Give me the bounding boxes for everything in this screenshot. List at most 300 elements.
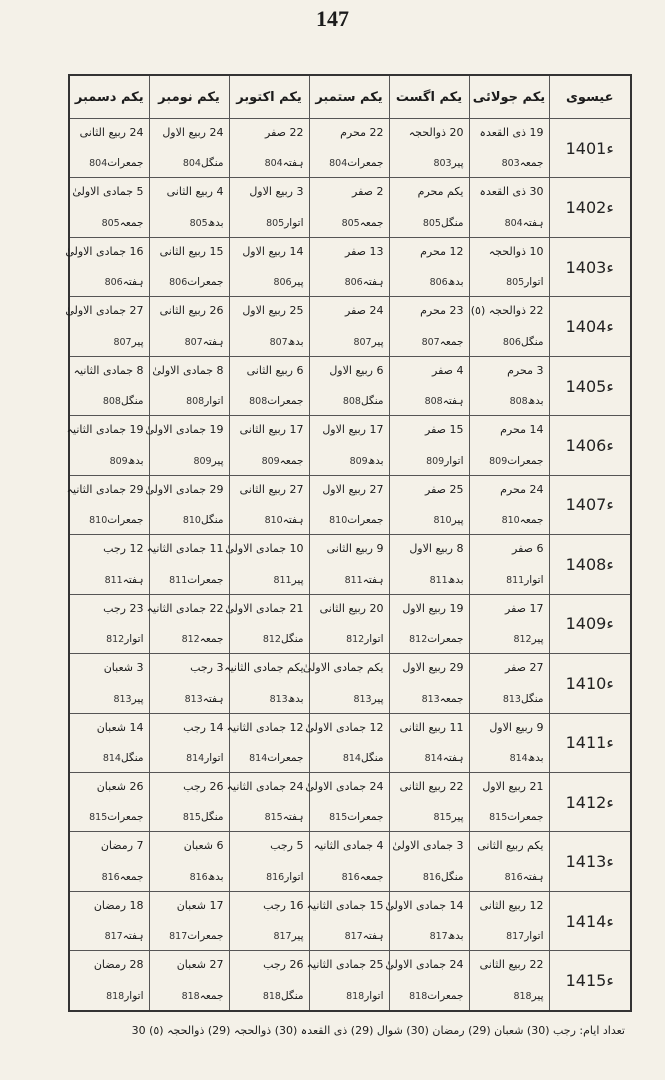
date-cell [389,535,469,594]
hijri-date: یکم جمادی الثانیہ [224,661,304,675]
hijri-date: 24 ربیع الاول [162,126,224,139]
weekday-line [474,574,544,586]
weekday: پیر [291,930,304,943]
date-cell [309,297,389,356]
date-cell [309,832,389,891]
hijri-date: 26 رجب [263,958,304,972]
weekday-line [474,455,544,467]
weekday-line [474,336,544,348]
date-cell [69,713,149,772]
hijri-date: 24 ربیع الثانی [79,126,144,139]
weekday-line [74,871,144,883]
date-cell [149,772,229,831]
weekday: جمعرات [347,514,384,527]
date-cell [149,119,229,178]
date-cell [469,891,549,950]
weekday-line [314,930,384,942]
weekday: جمعہ [359,216,384,229]
date-cell [305,713,389,772]
weekday-line [314,811,384,823]
hijri-year: 807 [421,336,440,348]
weekday-line [74,217,144,229]
hijri-date: 25 ربیع الاول [242,304,304,318]
date-cell [469,416,549,475]
date-cell [469,594,549,653]
gregorian-year: 1410ء [549,654,631,713]
hijri-date: 17 صفر [505,601,544,615]
hijri-date: 22 ربیع الثانی [399,779,464,793]
hijri-year: 818 [106,991,125,1002]
weekday-line [154,455,224,467]
calendar-row [69,475,631,534]
date-cell [469,713,549,772]
hijri-date: 6 شعبان [183,839,224,853]
hijri-date: 14 ربیع الاول [242,244,304,258]
weekday: بدھ [127,454,144,467]
weekday-line [394,990,464,1002]
header-month: یکم ستمبر [309,75,389,119]
hijri-date: 30 ذی القعدہ [479,185,544,199]
hijri-year: 812 [409,634,428,646]
weekday: جمعرات [187,276,224,289]
weekday-line [394,455,464,467]
hijri-year: 813 [502,693,521,705]
weekday: ہفتہ [362,573,384,586]
date-cell [469,654,549,713]
hijri-date: 19 جمادی الثانیہ [66,423,144,437]
hijri-year: 808 [249,396,268,408]
hijri-date: 14 شعبان [96,720,144,734]
hijri-date: 29 جمادی الاولیٰ [145,482,224,496]
weekday: پیر [371,692,384,705]
weekday: پیر [531,990,544,1002]
weekday-line [314,157,384,169]
hijri-year: 809 [109,455,128,467]
hijri-date: 20 ذوالحجہ [408,126,464,139]
weekday-line [314,574,384,586]
weekday: جمعرات [107,514,144,527]
hijri-date: 21 جمادی الاولیٰ [225,601,304,615]
weekday: بدھ [447,276,464,289]
calendar-row [69,891,631,950]
date-cell [469,119,549,178]
weekday: منگل [280,990,304,1002]
weekday-line [154,693,224,705]
date-cell [309,119,389,178]
date-cell [229,416,309,475]
date-cell [65,297,149,356]
hijri-year: 817 [104,931,123,943]
weekday: منگل [120,751,144,764]
hijri-date: 11 جمادی الثانیہ [146,542,224,556]
hijri-year: 811 [429,574,448,586]
hijri-year: 818 [262,991,281,1002]
hijri-date: 23 رجب [103,601,144,615]
date-cell [145,475,229,534]
date-cell [69,356,149,415]
date-cell [389,119,469,178]
hijri-year: 807 [184,336,203,348]
weekday-line [314,633,384,645]
weekday: پیر [451,157,464,170]
weekday-line [154,395,224,407]
weekday-line [474,811,544,823]
hijri-date: 21 ربیع الاول [482,779,544,793]
hijri-year: 817 [506,931,525,943]
gregorian-year: 1408ء [549,535,631,594]
hijri-date: 27 جمادی الاولیٰ [65,304,144,318]
hijri-date: 12 رجب [103,542,144,556]
weekday-line [314,336,384,348]
weekday: منگل [200,514,224,527]
calendar-row [69,832,631,891]
hijri-date: 12 محرم [420,244,464,258]
hijri-date: 6 صفر [512,542,544,556]
weekday: ہفتہ [122,276,144,289]
date-cell [149,297,229,356]
weekday: جمعرات [107,811,144,824]
hijri-date: 6 ربیع الاول [329,363,384,377]
hijri-date: 19 جمادی الاولیٰ [145,423,224,437]
date-cell [66,475,149,534]
weekday: ہفتہ [202,692,224,705]
hijri-date: 12 ربیع الثانی [479,898,544,912]
hijri-date: 25 جمادی الثانیہ [306,958,384,972]
hijri-year: 809 [426,455,445,467]
weekday: پیر [211,454,224,467]
weekday-line [234,633,304,645]
date-cell [229,178,309,237]
weekday-line [394,276,464,288]
gregorian-year: 1411ء [549,713,631,772]
hijri-year: 812 [106,634,125,646]
date-cell [469,356,549,415]
weekday-line [394,157,464,169]
gregorian-year: 1413ء [549,832,631,891]
hijri-year: 804 [264,158,283,170]
weekday-line [234,871,304,883]
date-cell [65,237,149,296]
hijri-year: 804 [504,217,523,229]
hijri-year: 807 [113,336,132,348]
hijri-year: 816 [504,871,523,883]
hijri-date: 17 ربیع الثانی [239,423,304,437]
hijri-date: 17 شعبان [176,898,224,912]
hijri-date: 25 صفر [425,482,464,496]
hijri-date: 16 جمادی الاولیٰ [65,244,144,258]
calendar-row [69,594,631,653]
weekday-line [314,276,384,288]
weekday: پیر [531,633,544,646]
gregorian-year: 1414ء [549,891,631,950]
hijri-year: 810 [433,515,452,527]
hijri-date: 10 ذوالحجہ [488,244,544,258]
date-cell [225,594,309,653]
hijri-date: 28 رمضان [93,958,144,972]
date-cell [149,237,229,296]
weekday: جمعہ [119,216,144,229]
hijri-date: 12 جمادی الثانیہ [226,720,304,734]
hijri-date: 27 ربیع الثانی [239,482,304,496]
weekday-line [394,752,464,764]
weekday: اتوار [204,751,224,764]
hijri-date: 10 جمادی الاولیٰ [225,542,304,556]
hijri-date: 15 ربیع الثانی [159,244,224,258]
weekday-line [474,276,544,288]
date-cell [149,832,229,891]
weekday: اتوار [364,990,384,1002]
hijri-date: 20 ربیع الثانی [319,601,384,615]
weekday-line [314,455,384,467]
hijri-date: 4 جمادی الثانیہ [313,839,384,853]
weekday: اتوار [524,930,544,943]
hijri-year: 812 [513,634,532,646]
weekday-line [394,871,464,883]
gregorian-year: 1407ء [549,475,631,534]
weekday-line [394,336,464,348]
date-cell [69,535,149,594]
hijri-date: 22 جمادی الثانیہ [146,601,224,615]
weekday: جمعرات [507,454,544,467]
weekday: جمعہ [439,335,464,348]
weekday: جمعرات [267,751,304,764]
date-cell [149,951,229,1011]
weekday: ہفتہ [522,216,544,229]
date-cell [66,416,149,475]
date-cell [469,237,549,296]
weekday: اتوار [524,276,544,289]
weekday-line [74,336,144,348]
gregorian-year: 1415ء [549,951,631,1011]
hijri-year: 813 [113,693,132,705]
date-cell [469,951,549,1011]
hijri-year: 816 [266,871,285,883]
hijri-year: 806 [169,277,188,289]
weekday-line [234,990,304,1002]
header-month: یکم جولائی [469,75,549,119]
hijri-year: 805 [341,217,360,229]
weekday: ہفتہ [202,335,224,348]
date-cell [226,772,309,831]
date-cell [229,475,309,534]
weekday-line [314,217,384,229]
date-cell [229,237,309,296]
hijri-year: 809 [489,455,508,467]
weekday: پیر [291,573,304,586]
hijri-year: 806 [104,277,123,289]
weekday-line [394,574,464,586]
header-month: یکم دسمبر [69,75,149,119]
hijri-year: 810 [264,515,283,527]
date-cell [309,475,389,534]
date-cell [145,416,229,475]
weekday: جمعہ [279,454,304,467]
hijri-date: 5 جمادی الاولیٰ [72,185,144,199]
hijri-year: 818 [513,991,532,1002]
weekday: جمعرات [267,395,304,408]
weekday-line [234,455,304,467]
date-cell [146,594,229,653]
weekday: جمعرات [427,990,464,1002]
hijri-date: 29 ربیع الاول [402,661,464,675]
footnote: تعداد ایام: رجب (30) شعبان (29) رمضان (30) شوال (29) ذی القعدہ (30) ذوالحجہ (29) ذوالحجہ (٥) 30 [131,1024,625,1037]
weekday: جمعہ [359,870,384,883]
weekday: پیر [451,811,464,824]
hijri-year: 815 [329,812,348,824]
header-month: یکم اگست [389,75,469,119]
hijri-year: 813 [421,693,440,705]
hijri-year: 808 [424,396,443,408]
weekday: جمعہ [199,990,224,1002]
calendar-row [69,356,631,415]
gregorian-year: 1401ء [549,119,631,178]
gregorian-year: 1409ء [549,594,631,653]
date-cell [225,535,309,594]
weekday: اتوار [284,216,304,229]
hijri-date: 3 جمادی الاولیٰ [392,839,464,853]
hijri-date: 14 محرم [500,423,544,437]
hijri-year: 817 [344,931,363,943]
weekday: بدھ [367,454,384,467]
date-cell [309,416,389,475]
weekday-line [314,990,384,1002]
weekday: جمعہ [519,514,544,527]
weekday-line [234,574,304,586]
weekday: ہفتہ [122,573,144,586]
hijri-year: 817 [429,931,448,943]
gregorian-year: 1404ء [549,297,631,356]
weekday: اتوار [124,633,144,646]
hijri-year: 808 [342,396,361,408]
weekday-line [234,276,304,288]
hijri-date: 29 جمادی الثانیہ [66,482,144,496]
date-cell [389,594,469,653]
weekday-line [74,693,144,705]
calendar-row [69,535,631,594]
date-cell [389,475,469,534]
gregorian-year: 1405ء [549,356,631,415]
hijri-year: 817 [273,931,292,943]
hijri-date: 18 رمضان [93,898,144,912]
weekday: ہفتہ [282,157,304,170]
header-month: یکم نومبر [149,75,229,119]
hijri-year: 805 [266,217,285,229]
hijri-year: 815 [182,812,201,824]
hijri-year: 810 [89,515,108,527]
gregorian-year: 1402ء [549,178,631,237]
weekday: منگل [200,157,224,170]
date-cell [305,772,389,831]
date-cell [146,535,229,594]
hijri-date: 3 ربیع الاول [249,185,304,199]
calendar-body [65,119,631,1012]
date-cell [224,654,309,713]
weekday-line [474,395,544,407]
weekday: ہفتہ [362,930,384,943]
hijri-date: 9 ربیع الاول [489,720,544,734]
hijri-date: 8 ربیع الاول [409,542,464,556]
weekday: ہفتہ [442,751,464,764]
weekday-line [154,157,224,169]
hijri-date: 3 رجب [190,661,224,675]
date-cell [229,891,309,950]
weekday-line [74,455,144,467]
weekday-line [74,157,144,169]
hijri-date: 22 محرم [340,126,384,139]
weekday-line [234,752,304,764]
weekday-line [314,514,384,526]
weekday-line [234,693,304,705]
weekday: جمعرات [107,157,144,170]
weekday-line [154,217,224,229]
date-cell [309,594,389,653]
date-cell [389,832,469,891]
weekday-line [74,990,144,1002]
weekday-line [474,693,544,705]
weekday-line [234,157,304,169]
weekday: منگل [360,751,384,764]
hijri-year: 807 [353,336,372,348]
weekday: اتوار [364,633,384,646]
hijri-year: 807 [269,336,288,348]
date-cell [469,772,549,831]
hijri-date: 23 محرم [420,304,464,318]
date-cell [306,951,389,1011]
hijri-year: 805 [101,217,120,229]
hijri-date: 8 جمادی الثانیہ [73,363,144,377]
weekday: منگل [280,633,304,646]
date-cell [69,891,149,950]
hijri-date: 24 محرم [500,482,544,496]
gregorian-year: 1403ء [549,237,631,296]
weekday: جمعرات [507,811,544,824]
date-cell [149,891,229,950]
gregorian-year: 1412ء [549,772,631,831]
hijri-year: 803 [501,158,520,170]
hijri-year: 805 [506,277,525,289]
date-cell [69,594,149,653]
weekday-line [314,395,384,407]
date-cell [69,178,149,237]
weekday: پیر [291,276,304,289]
weekday: منگل [200,811,224,824]
weekday: بدھ [287,692,304,705]
hijri-date: 22 ذوالحجہ (٥) [470,304,544,318]
calendar-row [69,654,631,713]
hijri-date: 13 صفر [345,244,384,258]
date-cell [389,297,469,356]
weekday-line [474,633,544,645]
weekday: بدھ [207,216,224,229]
date-cell [389,713,469,772]
hijri-year: 806 [344,277,363,289]
hijri-year: 804 [182,158,201,170]
hijri-year: 813 [269,693,288,705]
weekday-line [74,930,144,942]
weekday-line [154,811,224,823]
weekday: جمعہ [199,633,224,646]
hijri-date: 12 جمادی الاولیٰ [305,720,384,734]
hijri-date: 3 شعبان [103,661,144,675]
weekday: منگل [440,870,464,883]
hijri-date: 6 ربیع الثانی [246,363,304,377]
calendar-table [65,74,632,1012]
weekday: پیر [131,692,144,705]
hijri-year: 814 [424,752,443,764]
weekday-line [74,574,144,586]
weekday-line [394,930,464,942]
hijri-date: 8 جمادی الاولیٰ [152,363,224,377]
